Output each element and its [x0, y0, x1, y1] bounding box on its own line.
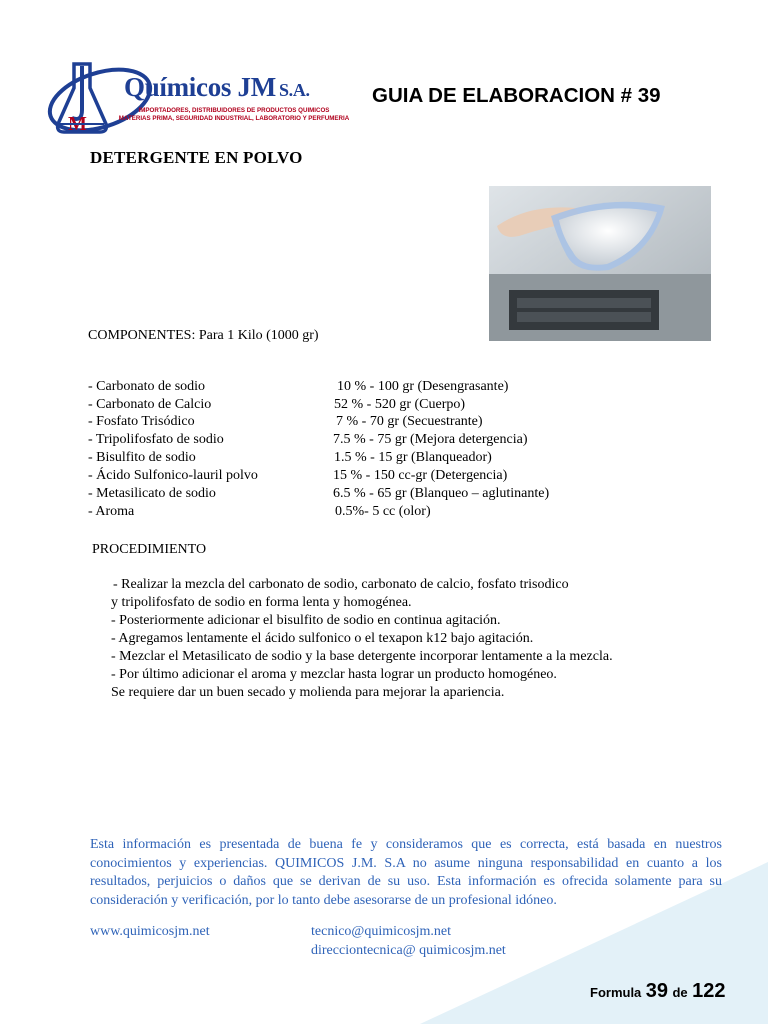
- component-value: 7.5 % - 75 gr (Mejora detergencia): [333, 432, 528, 447]
- footer-label: Formula: [590, 985, 642, 1000]
- component-value: 6.5 % - 65 gr (Blanqueo – aglutinante): [333, 486, 550, 501]
- detergent-photo: [489, 186, 711, 341]
- brand-name: Químicos JM S.A.: [124, 72, 310, 102]
- procedure-line: - Posteriormente adicionar el bisulfito de sodio en continua agitación.: [111, 613, 501, 628]
- component-row: [88, 450, 648, 468]
- component-value: 7 % - 70 gr (Secuestrante): [336, 414, 483, 429]
- page-counter: [590, 980, 725, 1003]
- component-row: [88, 414, 648, 432]
- component-name: - Metasilicato de sodio: [88, 486, 216, 501]
- component-row: [88, 379, 648, 397]
- component-name: - Carbonato de sodio: [88, 379, 206, 394]
- component-value: 1.5 % - 15 gr (Blanqueador): [334, 450, 492, 465]
- footer-total: 122: [692, 980, 726, 1002]
- procedure-line: y tripolifosfato de sodio en forma lenta y homogénea.: [111, 595, 412, 610]
- component-value: 15 % - 150 cc-gr (Detergencia): [333, 468, 508, 483]
- component-value: 10 % - 100 gr (Desengrasante): [337, 379, 509, 394]
- footer-of: de: [672, 985, 688, 1000]
- footer-current: 39: [645, 980, 668, 1002]
- email-tecnico-link[interactable]: tecnico@quimicosjm.net: [311, 924, 452, 939]
- email-direccion-link[interactable]: direcciontecnica@ quimicosjm.net: [311, 943, 506, 958]
- procedure-line: - Mezclar el Metasilicato de sodio y la base detergente incorporar lentamente a la mezcla.: [111, 649, 613, 664]
- component-value: 52 % - 520 gr (Cuerpo): [334, 397, 466, 412]
- product-title: DETERGENTE EN POLVO: [90, 148, 303, 167]
- procedure-line: - Agregamos lentamente el ácido sulfonico o el texapon k12 bajo agitación.: [111, 631, 534, 646]
- components-heading: COMPONENTES: Para 1 Kilo (1000 gr): [88, 328, 319, 343]
- component-name: - Tripolifosfato de sodio: [88, 432, 224, 447]
- procedure-line: Se requiere dar un buen secado y molienda para mejorar la apariencia.: [111, 685, 505, 700]
- component-row: [88, 486, 648, 504]
- svg-text:M: M: [68, 113, 87, 135]
- component-name: - Aroma: [88, 504, 135, 519]
- procedure-steps: [111, 576, 613, 702]
- tagline-line-1: IMPORTADORES, DISTRIBUIDORES DE PRODUCTOS QUIMICOS: [138, 107, 330, 114]
- procedure-line: - Realizar la mezcla del carbonato de sodio, carbonato de calcio, fosfato trisodico: [113, 577, 569, 592]
- website-link[interactable]: www.quimicosjm.net: [90, 924, 210, 939]
- component-row: [88, 504, 648, 522]
- tagline-line-2: MATERIAS PRIMA, SEGURIDAD INDUSTRIAL, LABORATORIO Y PERFUMERIA: [118, 115, 350, 122]
- brand-tagline: [118, 107, 350, 123]
- component-row: [88, 432, 648, 450]
- component-name: - Fosfato Trisódico: [88, 414, 195, 429]
- component-row: [88, 397, 648, 415]
- procedure-heading: PROCEDIMIENTO: [92, 542, 207, 557]
- procedure-line: - Por último adicionar el aroma y mezclar hasta lograr un producto homogéneo.: [111, 667, 557, 682]
- component-name: - Ácido Sulfonico-lauril polvo: [88, 468, 258, 483]
- component-name: - Bisulfito de sodio: [88, 450, 196, 465]
- guide-title: GUIA DE ELABORACION # 39: [372, 84, 661, 107]
- component-name: - Carbonato de Calcio: [88, 397, 212, 412]
- component-row: [88, 468, 648, 486]
- component-value: 0.5%- 5 cc (olor): [335, 504, 431, 519]
- disclaimer-text: Esta información es presentada de buena fe y consideramos que es correcta, está basada en nuestros conocimientos y experiencias. QUIMICOS J.M. S.A no asume ninguna responsabilidad en cuanto a los resultados, perjuicios o daños que se derivan de su uso. Esta información es ofrecida solamente para su consideración y verificación, por lo tanto debe asesorarse de un profesional idóneo.: [90, 837, 722, 908]
